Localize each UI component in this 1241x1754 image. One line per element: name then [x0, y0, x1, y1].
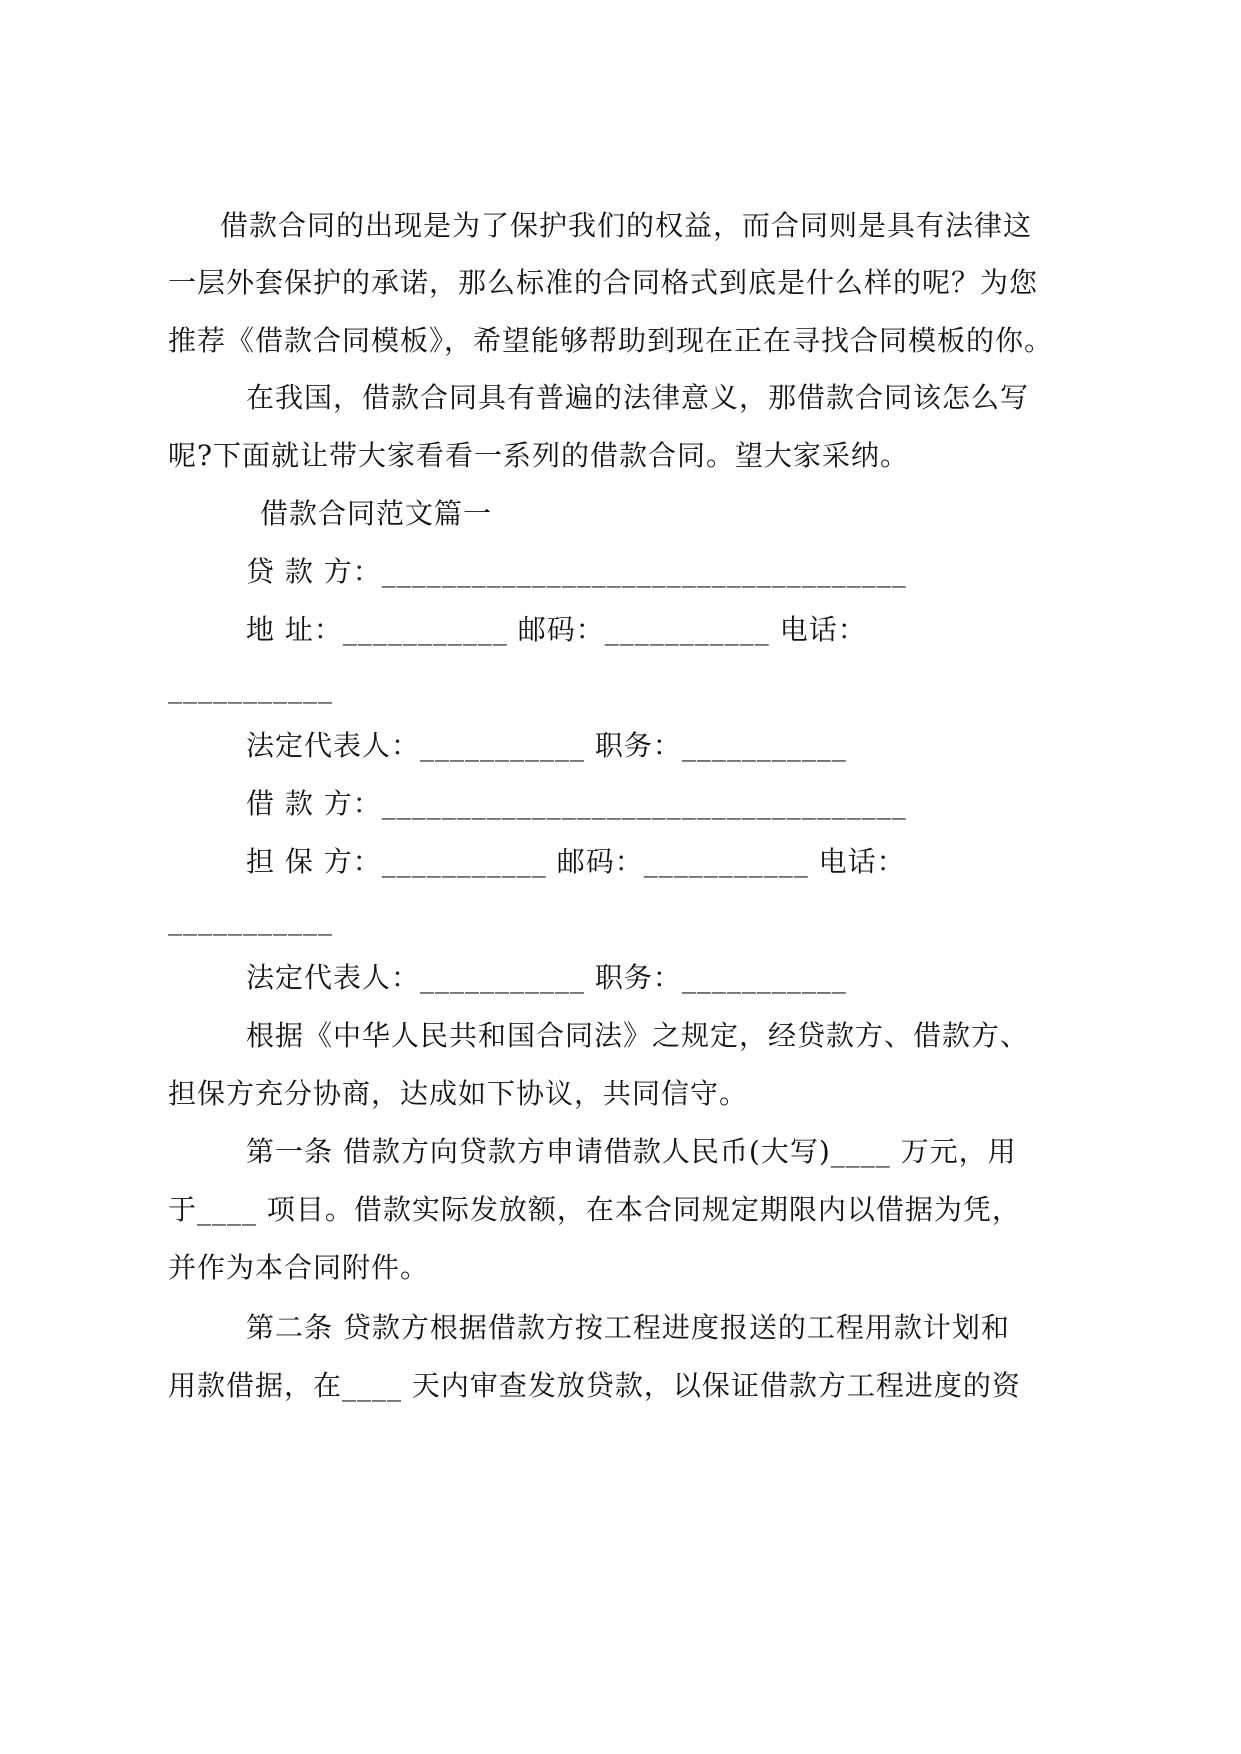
borrower-field: 借 款 方：___________________________________ — [246, 787, 907, 820]
section-title: 借款合同范文篇一 — [260, 497, 493, 530]
guarantor-phone-blank: ___________ — [168, 903, 333, 936]
intro-line-1: 借款合同的出现是为了保护我们的权益，而合同则是具有法律这 — [220, 209, 1033, 242]
intro-line-5: 呢?下面就让带大家看看一系列的借款合同。望大家采纳。 — [168, 439, 910, 472]
article-2-line-2: 用款借据，在____ 天内审查发放贷款，以保证借款方工程进度的资 — [168, 1369, 1021, 1402]
intro-line-4: 在我国，借款合同具有普遍的法律意义，那借款合同该怎么写 — [246, 381, 1030, 414]
preamble-line-1: 根据《中华人民共和国合同法》之规定，经贷款方、借款方、 — [246, 1019, 1030, 1052]
article-2-line-1: 第二条 贷款方根据借款方按工程进度报送的工程用款计划和 — [246, 1311, 1010, 1344]
guarantor-row: 担 保 方：___________ 邮码：___________ 电话： — [246, 845, 906, 878]
guarantor-legal-rep-row: 法定代表人：___________ 职务：___________ — [246, 961, 847, 994]
lender-phone-blank: ___________ — [168, 671, 333, 704]
preamble-line-2: 担保方充分协商，达成如下协议，共同信守。 — [168, 1077, 749, 1110]
intro-line-3: 推荐《借款合同模板》，希望能够帮助到现在正在寻找合同模板的你。 — [168, 324, 1054, 357]
article-1-line-3: 并作为本合同附件。 — [168, 1251, 430, 1284]
intro-line-2: 一层外套保护的承诺，那么标准的合同格式到底是什么样的呢？为您 — [168, 266, 1039, 299]
lender-field: 贷 款 方：___________________________________ — [246, 555, 907, 588]
article-1-line-2: 于____ 项目。借款实际发放额，在本合同规定期限内以借据为凭， — [168, 1193, 1021, 1226]
lender-address-row: 地 址：___________ 邮码：___________ 电话： — [246, 613, 867, 646]
lender-legal-rep-row: 法定代表人：___________ 职务：___________ — [246, 729, 847, 762]
article-1-line-1: 第一条 借款方向贷款方申请借款人民币(大写)____ 万元，用 — [246, 1135, 1017, 1168]
